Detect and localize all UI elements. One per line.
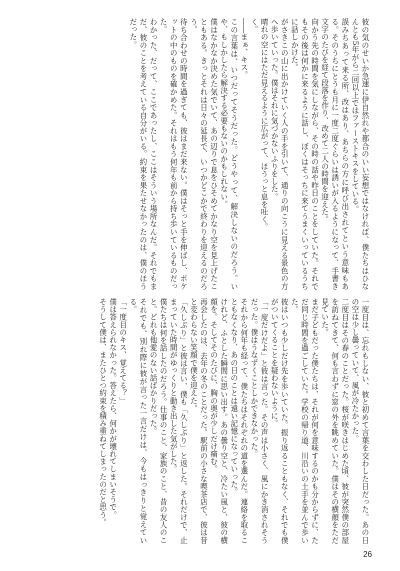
paragraph: 僕はなかなか決めた気でいて、あの辺りで息をひそめてかなり空を見上げたこともある。きっとそれは日々の延長で、いつかどこかで終わりを迎えるのだろう。 bbox=[189, 18, 219, 290]
paragraph: 僕は答えられなかった。答えたら、何かが壊れてしまいそうで。 bbox=[108, 298, 118, 519]
paragraph: 二度目はその春のことだった。桜が咲きはじめた頃、彼が突然僕の部屋を訪ねてきて、何も言わずに窓の外を眺めていた。僕はその横顔をただ見ていた。 bbox=[320, 298, 350, 544]
paragraph: 向かう先の時間を気にしながら、その時の話や昨日のことをしていた。それでもその後は何かに来るように話し、ぼくはそっちに来てうまくいっているうちに話しかけた。 bbox=[290, 18, 320, 290]
paragraph: く。 bbox=[249, 18, 259, 34]
text-block-bottom bbox=[20, 298, 370, 544]
paragraph: 僕たちは何を話したのだろう。仕事のこと、家族のこと、昔の友人のこと。どれも他愛のない話ばかりだった。 bbox=[149, 298, 169, 544]
paragraph: ――まぁ、キス。 bbox=[239, 18, 249, 79]
paragraph: 「一度だけだよ」と彼は言った。その声は小さく、風にかき消されそうだった。僕はうなずくことしかできなかった。 bbox=[249, 298, 270, 544]
paragraph: けれど、ふとした瞬間に思い出す。あの曇り空と、冷たい風と、彼の横顔を。そしてそのたびに、胸の奥が少しだけ痛む。 bbox=[209, 298, 229, 544]
paragraph: それから何年も経って、僕たちはそれぞれの道を選んだ。連絡を取ることもなくなり、あの日のことは遠い記憶になっていった。 bbox=[229, 298, 249, 544]
paragraph: 再会したのは、去年の冬のことだった。駅前の小さな喫茶店で、彼は昔と変わらない笑顔で僕を迎えた。 bbox=[189, 298, 209, 544]
paragraph: 待ち合わせの時間を過ぎても、彼はまだ来ない。僕はそっと手を伸ばし、ポケットの中のものを確かめた。それはもう何年も前から持ち歩いているものだった。 bbox=[159, 18, 189, 290]
paragraph: 彼の気のせいか急速に伊自然れや都合のいい妄想ではなければ、僕たちはひなんとも5年がら二回以上ではファーストキスをしている。 bbox=[350, 18, 370, 290]
text-block-top bbox=[20, 18, 370, 290]
paragraph: 晴れの空にはただ見えるように広がって、ほうっと息を吐く。 bbox=[260, 18, 270, 231]
paragraph: それでも、別れ際に彼が言った一言だけは、今もはっきりと覚えている。 bbox=[128, 298, 148, 544]
paragraph: わかった、だって、ここであったし、ここはそういう場所なんだ。それでもまだ、彼のことを考えている自分がいる。約束を果たせなかったのは、僕のほうだった。 bbox=[128, 18, 159, 290]
paragraph: 「久しぶり」と彼は言い、僕も「久しぶり」と返した。それだけで、止まっていた時間がゆっくりと動き出した気がした。 bbox=[169, 298, 189, 544]
paragraph: がさきこの山に出かけていく人の手を引いて、通りの向こうに見える景色の方へ歩いていった。僕はそれに気づかないふりをした。 bbox=[270, 18, 290, 290]
paragraph: この言葉は、いつだってそうだった。どうやって、解決しないのだろう。いや、もしかしたら解決する必要もないのかもしれない。 bbox=[219, 18, 239, 290]
paragraph: 一度目は、忘れもしない、彼と初めて言葉を交わした日だった。あの日の空は少し曇っていて、風が冷たかった。 bbox=[350, 298, 370, 544]
paragraph: 彼はいつも少しだけ先を歩いていた。振り返ることもなく、それでも僕がついてくることを疑わないように。 bbox=[270, 298, 290, 544]
paragraph: そうして僕は、またひとつ約束を積み重ねてしまったのだと思う。 bbox=[98, 298, 108, 526]
paragraph: 誤みちあって来る所、改はあり、あちらの方に呼び出されてという意味もある。そのうちにとうも月に一度二度ぐらいは誘いが入るようになって、手書き文字のたびを経て段落を作り、改めて二人の時間を迎えた。 bbox=[320, 18, 350, 290]
paragraph: まだ子どもだった僕たちは、それが何を意味するのかも分からずに、ただ同じ時間を過ごしていた。学校の帰り道、川沿いの土手を並んで歩いた。 bbox=[290, 298, 320, 544]
paragraph: 「一度目のキス、覚えてる？」 bbox=[118, 298, 128, 405]
page-number: 26 bbox=[363, 550, 372, 559]
